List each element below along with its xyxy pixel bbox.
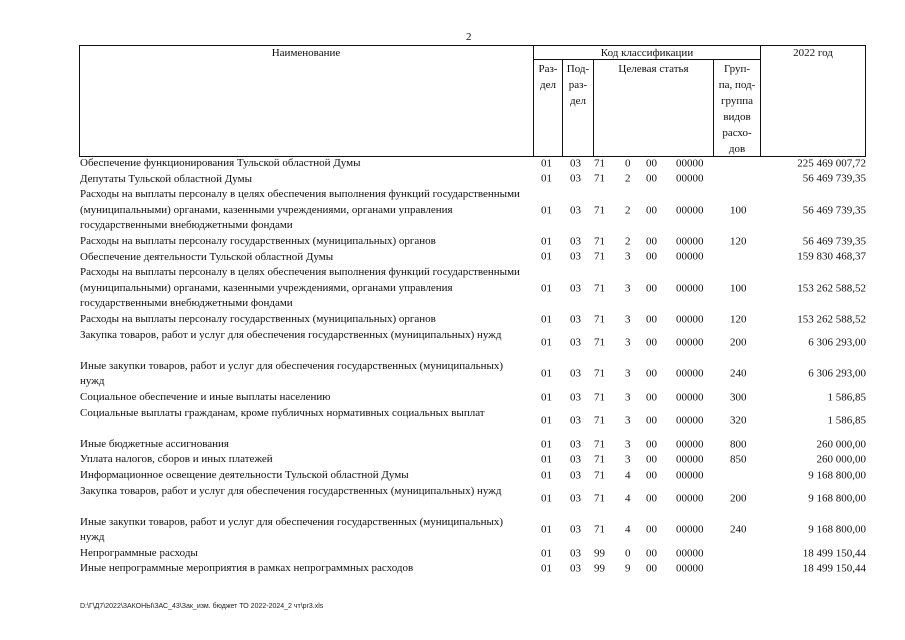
divider-code-year xyxy=(760,45,761,157)
row-target-4: 00000 xyxy=(676,453,704,466)
row-target-1: 71 xyxy=(594,235,605,248)
row-target-4: 00000 xyxy=(676,235,704,248)
row-target-1: 71 xyxy=(594,313,605,326)
row-target-4: 00000 xyxy=(676,336,704,349)
header-vid-line: дов xyxy=(728,143,746,155)
row-target-1: 71 xyxy=(594,492,605,505)
table-row xyxy=(80,406,870,437)
row-target-3: 00 xyxy=(646,313,657,326)
row-target-3: 00 xyxy=(646,336,657,349)
row-amount: 56 469 739,35 xyxy=(802,235,866,248)
header-razdel-line: Раз- xyxy=(538,63,558,75)
table-row xyxy=(80,561,870,577)
row-target-1: 71 xyxy=(594,204,605,217)
table-row xyxy=(80,250,870,266)
row-podrazdel: 03 xyxy=(570,438,581,451)
row-target-4: 00000 xyxy=(676,469,704,482)
row-vid: 240 xyxy=(730,523,747,536)
header-podrazdel-line: раз- xyxy=(568,79,588,91)
row-target-3: 00 xyxy=(646,438,657,451)
row-name: Расходы на выплаты персоналу государственных (муниципальных) органов xyxy=(80,312,436,325)
table-row xyxy=(80,265,870,312)
row-target-4: 00000 xyxy=(676,367,704,380)
row-razdel: 01 xyxy=(541,204,552,217)
table-body xyxy=(80,156,870,577)
row-target-2: 3 xyxy=(625,282,631,295)
row-razdel: 01 xyxy=(541,562,552,575)
row-target-1: 71 xyxy=(594,172,605,185)
header-podrazdel-line: Под- xyxy=(566,63,590,75)
row-target-4: 00000 xyxy=(676,250,704,263)
row-target-3: 00 xyxy=(646,367,657,380)
row-target-2: 3 xyxy=(625,336,631,349)
row-razdel: 01 xyxy=(541,469,552,482)
row-razdel: 01 xyxy=(541,414,552,427)
table-row xyxy=(80,187,870,234)
row-target-4: 00000 xyxy=(676,523,704,536)
row-razdel: 01 xyxy=(541,157,552,170)
row-vid: 850 xyxy=(730,453,747,466)
row-name: Информационное освещение деятельности Тульской областной Думы xyxy=(80,468,409,481)
header-razdel xyxy=(534,61,562,93)
row-razdel: 01 xyxy=(541,523,552,536)
row-name: Депутаты Тульской областной Думы xyxy=(80,172,253,185)
row-razdel: 01 xyxy=(541,336,552,349)
row-name: Обеспечение деятельности Тульской областной Думы xyxy=(80,250,334,263)
row-target-4: 00000 xyxy=(676,157,704,170)
table-row xyxy=(80,156,870,172)
row-target-2: 2 xyxy=(625,172,631,185)
row-amount: 260 000,00 xyxy=(816,453,866,466)
row-amount: 260 000,00 xyxy=(816,438,866,451)
row-amount: 18 499 150,44 xyxy=(802,562,866,575)
table-header xyxy=(79,45,866,157)
row-name: Расходы на выплаты персоналу в целях обеспечения выполнения функций государственными (муниципальными) органами, казенными учреждениями, органами управления государственными внебюджетными фондами xyxy=(80,188,520,232)
row-vid: 320 xyxy=(730,414,747,427)
row-target-1: 71 xyxy=(594,453,605,466)
row-amount: 56 469 739,35 xyxy=(802,172,866,185)
row-target-4: 00000 xyxy=(676,282,704,295)
table-row xyxy=(80,312,870,328)
row-target-4: 00000 xyxy=(676,547,704,560)
row-target-1: 71 xyxy=(594,367,605,380)
page-number: 2 xyxy=(466,31,472,43)
row-vid: 120 xyxy=(730,235,747,248)
row-podrazdel: 03 xyxy=(570,414,581,427)
row-podrazdel: 03 xyxy=(570,172,581,185)
row-target-2: 9 xyxy=(625,562,631,575)
row-target-2: 2 xyxy=(625,204,631,217)
row-name: Иные бюджетные ассигнования xyxy=(80,437,229,450)
row-target-2: 4 xyxy=(625,469,631,482)
row-target-4: 00000 xyxy=(676,414,704,427)
row-vid: 100 xyxy=(730,282,747,295)
row-razdel: 01 xyxy=(541,250,552,263)
row-target-3: 00 xyxy=(646,453,657,466)
row-vid: 100 xyxy=(730,204,747,217)
row-podrazdel: 03 xyxy=(570,523,581,536)
row-amount: 56 469 739,35 xyxy=(802,204,866,217)
row-razdel: 01 xyxy=(541,391,552,404)
row-target-4: 00000 xyxy=(676,391,704,404)
row-target-1: 99 xyxy=(594,562,605,575)
row-name: Иные закупки товаров, работ и услуг для обеспечения государственных (муниципальных) нужд xyxy=(80,515,504,544)
row-razdel: 01 xyxy=(541,313,552,326)
row-razdel: 01 xyxy=(541,438,552,451)
row-target-1: 71 xyxy=(594,282,605,295)
row-name: Расходы на выплаты персоналу в целях обеспечения выполнения функций государственными (муниципальными) органами, казенными учреждениями, органами управления государственными внебюджетными фондами xyxy=(80,266,520,310)
row-target-3: 00 xyxy=(646,391,657,404)
row-name: Иные закупки товаров, работ и услуг для обеспечения государственных (муниципальных) нужд xyxy=(80,359,504,388)
row-target-3: 00 xyxy=(646,172,657,185)
row-amount: 1 586,85 xyxy=(827,391,866,404)
row-vid: 300 xyxy=(730,391,747,404)
row-target-2: 0 xyxy=(625,547,631,560)
row-target-3: 00 xyxy=(646,282,657,295)
row-vid: 120 xyxy=(730,313,747,326)
row-amount: 9 168 800,00 xyxy=(808,492,866,505)
row-target-4: 00000 xyxy=(676,438,704,451)
row-name: Расходы на выплаты персоналу государственных (муниципальных) органов xyxy=(80,234,436,247)
row-target-2: 3 xyxy=(625,414,631,427)
header-code-group: Код классификации xyxy=(600,47,694,59)
header-vid-line: па, под- xyxy=(718,79,756,91)
row-target-2: 0 xyxy=(625,157,631,170)
row-target-2: 3 xyxy=(625,313,631,326)
row-name: Обеспечение функционирования Тульской областной Думы xyxy=(80,157,361,169)
row-amount: 6 306 293,00 xyxy=(808,336,866,349)
row-name: Иные непрограммные мероприятия в рамках непрограммных расходов xyxy=(80,562,414,575)
row-amount: 9 168 800,00 xyxy=(808,523,866,536)
header-name: Наименование xyxy=(271,47,341,59)
row-razdel: 01 xyxy=(541,172,552,185)
row-target-2: 3 xyxy=(625,438,631,451)
row-vid: 200 xyxy=(730,336,747,349)
row-target-2: 4 xyxy=(625,523,631,536)
row-podrazdel: 03 xyxy=(570,336,581,349)
row-target-2: 3 xyxy=(625,250,631,263)
row-name: Непрограммные расходы xyxy=(80,546,198,559)
row-target-1: 71 xyxy=(594,250,605,263)
header-vid xyxy=(714,61,760,157)
row-target-3: 00 xyxy=(646,469,657,482)
row-podrazdel: 03 xyxy=(570,235,581,248)
row-target-1: 71 xyxy=(594,391,605,404)
row-amount: 225 469 007,72 xyxy=(797,157,866,170)
row-target-1: 99 xyxy=(594,547,605,560)
header-razdel-line: дел xyxy=(540,79,556,91)
row-amount: 18 499 150,44 xyxy=(802,547,866,560)
table-row xyxy=(80,437,870,453)
row-podrazdel: 03 xyxy=(570,282,581,295)
header-vid-line: расхо- xyxy=(722,127,752,139)
row-vid: 240 xyxy=(730,367,747,380)
row-podrazdel: 03 xyxy=(570,453,581,466)
row-target-1: 71 xyxy=(594,414,605,427)
row-razdel: 01 xyxy=(541,282,552,295)
table-row xyxy=(80,359,870,390)
row-name: Социальное обеспечение и иные выплаты населению xyxy=(80,390,331,403)
header-podrazdel xyxy=(563,61,593,109)
row-target-4: 00000 xyxy=(676,172,704,185)
row-amount: 1 586,85 xyxy=(827,414,866,427)
row-amount: 153 262 588,52 xyxy=(797,282,866,295)
file-path-footer: D:\Г\Д7\2022\ЗАКОНЫ\ЗАС_43\Зак_изм. бюджет ТО 2022-2024_2 чт\pr3.xls xyxy=(80,603,324,610)
row-target-1: 71 xyxy=(594,336,605,349)
header-target: Целевая статья xyxy=(618,63,689,75)
header-right-border xyxy=(865,45,866,157)
row-target-3: 00 xyxy=(646,157,657,170)
row-target-2: 3 xyxy=(625,391,631,404)
row-target-4: 00000 xyxy=(676,562,704,575)
row-razdel: 01 xyxy=(541,492,552,505)
row-podrazdel: 03 xyxy=(570,250,581,263)
table-row xyxy=(80,328,870,359)
row-amount: 153 262 588,52 xyxy=(797,313,866,326)
row-podrazdel: 03 xyxy=(570,313,581,326)
row-name: Закупка товаров, работ и услуг для обеспечения государственных (муниципальных) нужд xyxy=(80,484,502,497)
row-target-3: 00 xyxy=(646,204,657,217)
row-podrazdel: 03 xyxy=(570,367,581,380)
table-row xyxy=(80,452,870,468)
row-target-3: 00 xyxy=(646,547,657,560)
row-target-2: 3 xyxy=(625,367,631,380)
row-target-2: 2 xyxy=(625,235,631,248)
header-vid-line: Груп- xyxy=(723,63,751,75)
row-target-4: 00000 xyxy=(676,492,704,505)
header-left-border xyxy=(79,45,80,157)
row-amount: 6 306 293,00 xyxy=(808,367,866,380)
row-vid: 800 xyxy=(730,438,747,451)
row-target-3: 00 xyxy=(646,523,657,536)
row-target-3: 00 xyxy=(646,235,657,248)
table-row xyxy=(80,468,870,484)
row-target-2: 4 xyxy=(625,492,631,505)
row-name: Социальные выплаты гражданам, кроме публичных нормативных социальных выплат xyxy=(80,406,485,419)
row-target-3: 00 xyxy=(646,250,657,263)
table-row xyxy=(80,515,870,546)
row-target-1: 71 xyxy=(594,438,605,451)
row-target-4: 00000 xyxy=(676,313,704,326)
row-podrazdel: 03 xyxy=(570,204,581,217)
header-vid-line: группа xyxy=(720,95,754,107)
table-row xyxy=(80,484,870,515)
row-vid: 200 xyxy=(730,492,747,505)
table-row xyxy=(80,234,870,250)
row-podrazdel: 03 xyxy=(570,492,581,505)
row-podrazdel: 03 xyxy=(570,391,581,404)
table-row xyxy=(80,390,870,406)
header-podrazdel-line: дел xyxy=(570,95,586,107)
table-row xyxy=(80,172,870,188)
row-target-1: 71 xyxy=(594,157,605,170)
row-podrazdel: 03 xyxy=(570,547,581,560)
row-amount: 9 168 800,00 xyxy=(808,469,866,482)
row-razdel: 01 xyxy=(541,367,552,380)
row-target-1: 71 xyxy=(594,523,605,536)
row-podrazdel: 03 xyxy=(570,469,581,482)
row-podrazdel: 03 xyxy=(570,562,581,575)
row-name: Уплата налогов, сборов и иных платежей xyxy=(80,453,273,466)
row-target-1: 71 xyxy=(594,469,605,482)
table-row xyxy=(80,546,870,562)
row-target-3: 00 xyxy=(646,414,657,427)
row-target-4: 00000 xyxy=(676,204,704,217)
row-target-3: 00 xyxy=(646,492,657,505)
row-amount: 159 830 468,37 xyxy=(797,250,866,263)
row-target-2: 3 xyxy=(625,453,631,466)
header-vid-line: видов xyxy=(723,111,751,123)
row-razdel: 01 xyxy=(541,547,552,560)
header-year: 2022 год xyxy=(793,47,833,59)
row-razdel: 01 xyxy=(541,235,552,248)
row-razdel: 01 xyxy=(541,453,552,466)
row-podrazdel: 03 xyxy=(570,157,581,170)
row-name: Закупка товаров, работ и услуг для обеспечения государственных (муниципальных) нужд xyxy=(80,328,502,341)
row-target-3: 00 xyxy=(646,562,657,575)
